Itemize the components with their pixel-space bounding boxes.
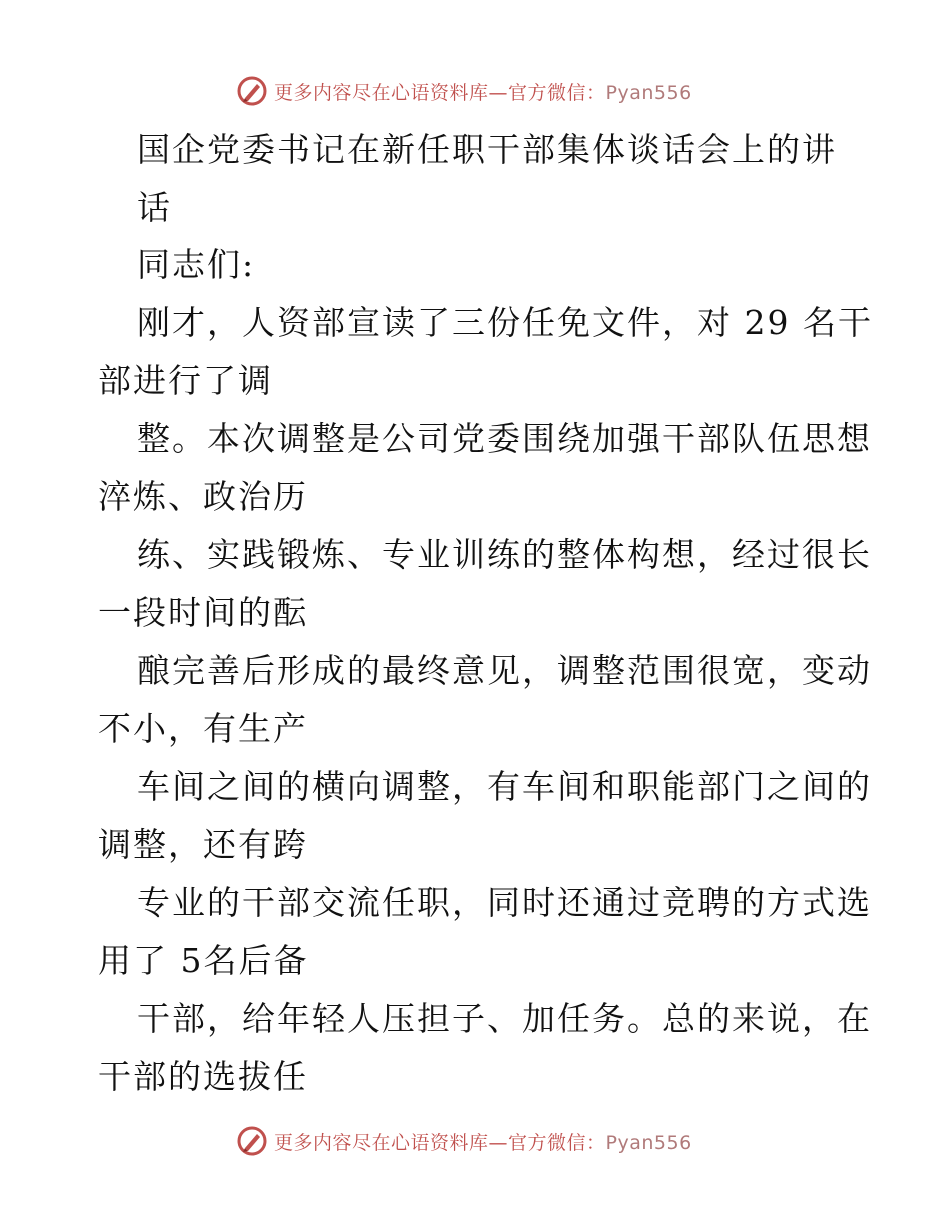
- watermark-contact: Pyan556: [605, 81, 692, 104]
- footer-watermark: [236, 1124, 692, 1158]
- pen-logo-icon: [236, 75, 268, 107]
- watermark-contact: Pyan556: [605, 1131, 692, 1154]
- paragraph-line: 部进行了调: [98, 361, 273, 400]
- paragraph-line: 刚才，人资部宣读了三份任免文件，对 29 名干: [137, 303, 873, 342]
- paragraph-line: 用了 5名后备: [98, 941, 309, 980]
- pen-logo-icon: [236, 1125, 268, 1157]
- paragraph-line: 调整，还有跨: [98, 825, 308, 864]
- document-title-line-2: 话: [137, 188, 172, 227]
- paragraph-line: 专业的干部交流任职，同时还通过竞聘的方式选: [137, 883, 872, 922]
- watermark-text: 更多内容尽在心语资料库—官方微信：Pyan556: [274, 81, 692, 104]
- paragraph-line: 整。本次调整是公司党委围绕加强干部队伍思想: [137, 419, 872, 458]
- document-title-line-1: 国企党委书记在新任职干部集体谈话会上的讲: [137, 130, 837, 169]
- paragraph-line: 不小，有生产: [98, 709, 308, 748]
- paragraph-line: 干部的选拔任: [98, 1057, 308, 1096]
- salutation: 同志们:: [137, 245, 256, 284]
- paragraph-line: 车间之间的横向调整，有车间和职能部门之间的: [137, 767, 872, 806]
- paragraph-line: 干部，给年轻人压担子、加任务。总的来说，在: [137, 999, 872, 1038]
- paragraph-line: 一段时间的酝: [98, 593, 308, 632]
- paragraph-line: 酿完善后形成的最终意见，调整范围很宽，变动: [137, 651, 872, 690]
- watermark-text: 更多内容尽在心语资料库—官方微信：Pyan556: [274, 1131, 692, 1154]
- header-watermark: [236, 74, 692, 108]
- paragraph-line: 练、实践锻炼、专业训练的整体构想，经过很长: [137, 535, 872, 574]
- paragraph-line: 淬炼、政治历: [98, 477, 308, 516]
